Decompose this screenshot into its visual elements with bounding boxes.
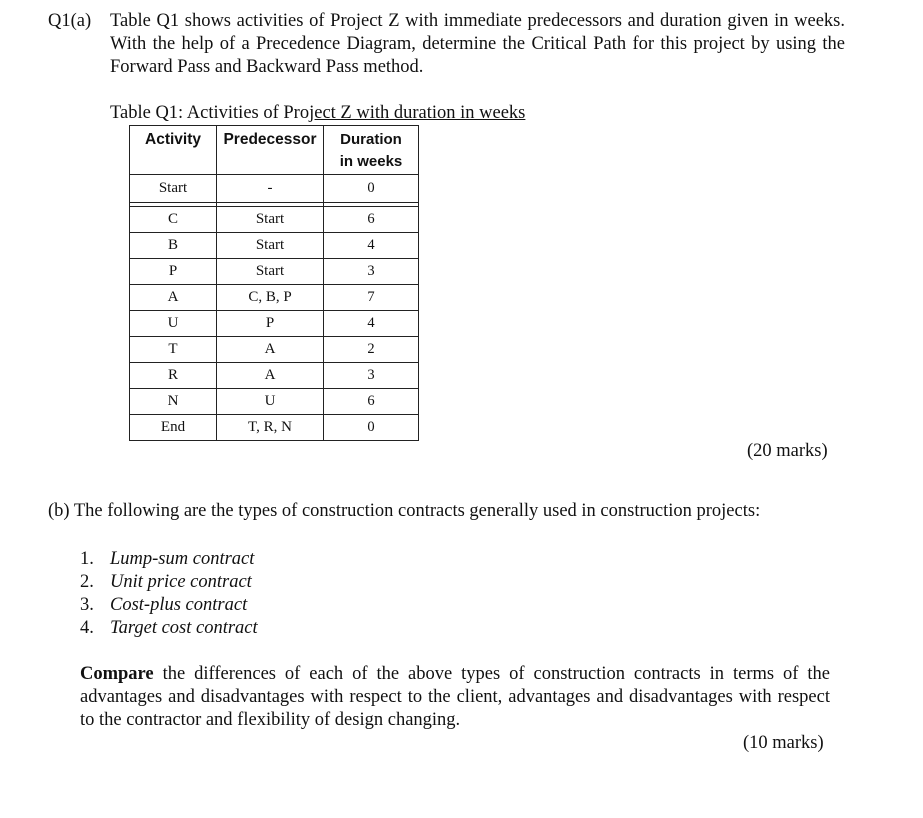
list-number: 3. — [80, 595, 94, 615]
header-duration-line1: Duration — [340, 131, 402, 148]
cell-duration: 4 — [324, 311, 419, 337]
cell-activity: End — [130, 415, 217, 441]
marks-part-a: (20 marks) — [747, 441, 828, 461]
table-row — [130, 389, 419, 415]
compare-keyword: Compare — [80, 664, 154, 684]
cell-duration: 6 — [324, 207, 419, 233]
table-row — [130, 415, 419, 441]
list-item — [80, 548, 258, 571]
list-item — [80, 594, 258, 617]
table-row — [130, 207, 419, 233]
cell-predecessor: T, R, N — [217, 415, 324, 441]
cell-activity: Start — [130, 175, 217, 203]
contract-name: Target cost contract — [110, 618, 258, 638]
header-duration — [324, 126, 419, 175]
cell-duration: 2 — [324, 337, 419, 363]
cell-activity: T — [130, 337, 217, 363]
list-number: 4. — [80, 618, 94, 638]
list-item — [80, 617, 258, 640]
cell-duration: 4 — [324, 233, 419, 259]
contract-types-list — [80, 548, 258, 640]
table-row — [130, 233, 419, 259]
cell-duration: 0 — [324, 415, 419, 441]
table-row — [130, 337, 419, 363]
table-row — [130, 175, 419, 203]
question-b-intro: (b) The following are the types of construction contracts generally used in construction projects: — [48, 501, 761, 521]
table-row — [130, 311, 419, 337]
cell-activity: R — [130, 363, 217, 389]
compare-text: the differences of each of the above types of construction contracts in terms of the advantages and disadvantages with respect to the client, advantages and disadvantages with respect to the contractor and flexibility of design changing. — [80, 664, 830, 730]
question-a-text: Table Q1 shows activities of Project Z with immediate predecessors and duration given in weeks. With the help of a Precedence Diagram, determine the Critical Path for this project by using the Forward Pass and Backward Pass method. — [110, 11, 845, 77]
question-label: Q1(a) — [48, 11, 92, 31]
cell-activity: B — [130, 233, 217, 259]
table-caption — [110, 102, 525, 125]
cell-predecessor: U — [217, 389, 324, 415]
cell-duration: 7 — [324, 285, 419, 311]
cell-predecessor: Start — [217, 259, 324, 285]
contract-name: Unit price contract — [110, 572, 252, 592]
cell-predecessor: A — [217, 363, 324, 389]
caption-part-2: ject Z with duration in weeks — [309, 103, 526, 123]
caption-part-1: Table Q1: Activities of Pro — [110, 103, 310, 123]
cell-duration: 6 — [324, 389, 419, 415]
header-duration-line2: in weeks — [339, 153, 403, 170]
cell-predecessor: C, B, P — [217, 285, 324, 311]
cell-predecessor: A — [217, 337, 324, 363]
list-number: 1. — [80, 549, 94, 569]
header-activity: Activity — [130, 126, 217, 175]
header-predecessor: Predecessor — [217, 126, 324, 175]
cell-predecessor: P — [217, 311, 324, 337]
cell-activity: A — [130, 285, 217, 311]
cell-activity: C — [130, 207, 217, 233]
cell-activity: U — [130, 311, 217, 337]
list-number: 2. — [80, 572, 94, 592]
cell-predecessor: Start — [217, 207, 324, 233]
cell-activity: N — [130, 389, 217, 415]
cell-activity: P — [130, 259, 217, 285]
cell-duration: 0 — [324, 175, 419, 203]
contract-name: Cost-plus contract — [110, 595, 248, 615]
cell-predecessor: Start — [217, 233, 324, 259]
cell-duration: 3 — [324, 259, 419, 285]
list-item — [80, 571, 258, 594]
table-row — [130, 259, 419, 285]
compare-instruction — [80, 663, 830, 732]
table-row — [130, 285, 419, 311]
table-header-row — [130, 126, 419, 175]
table-row — [130, 363, 419, 389]
activities-table — [129, 125, 419, 441]
cell-predecessor: - — [217, 175, 324, 203]
marks-part-b: (10 marks) — [743, 733, 824, 753]
cell-duration: 3 — [324, 363, 419, 389]
contract-name: Lump-sum contract — [110, 549, 255, 569]
